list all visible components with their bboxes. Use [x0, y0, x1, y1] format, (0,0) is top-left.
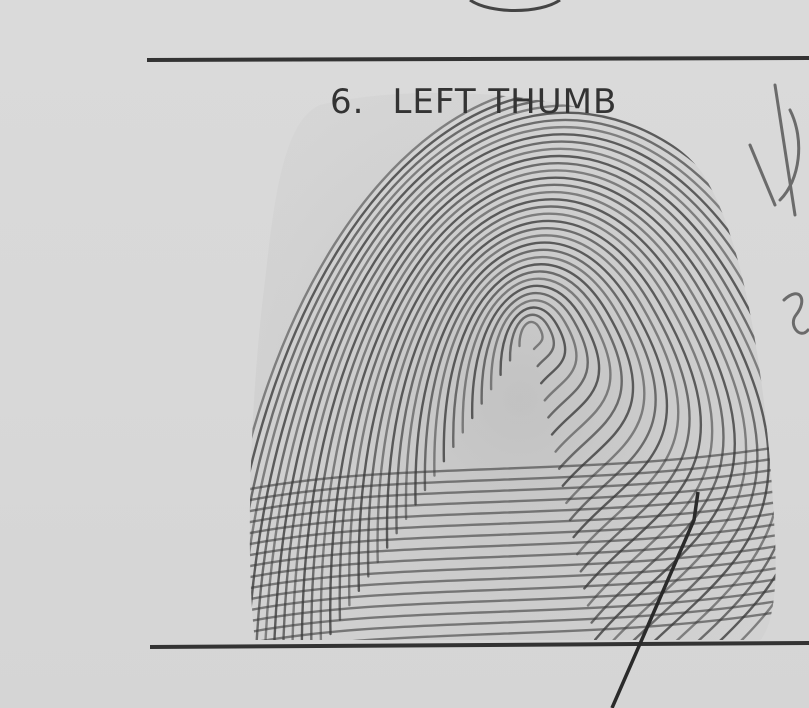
box-label [330, 82, 617, 122]
top-box-rule [147, 58, 809, 60]
left-thumb-fingerprint [207, 80, 809, 708]
upper-print-remnant [470, 0, 560, 11]
box-number: 6. [330, 82, 365, 122]
handwritten-pencil-annotation [750, 85, 808, 333]
box-title: LEFT THUMB [392, 82, 618, 122]
bottom-box-rule [150, 643, 809, 647]
